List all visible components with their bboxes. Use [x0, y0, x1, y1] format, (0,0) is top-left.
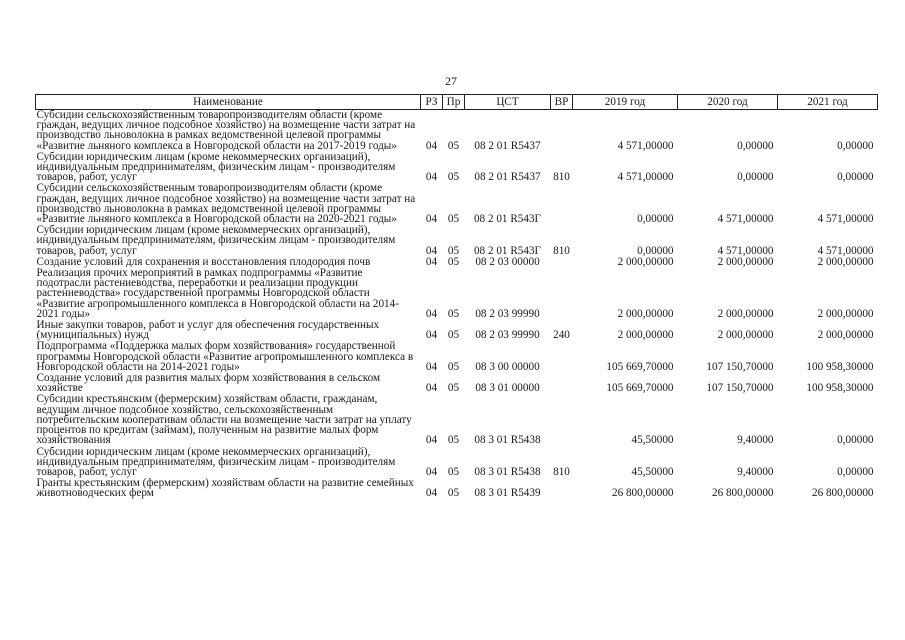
- row-pr: 05: [447, 139, 460, 152]
- row-pr: 05: [447, 487, 460, 500]
- row-value-2021: 0,00000: [837, 171, 874, 184]
- row-rz: 04: [425, 139, 438, 152]
- table-row: [36, 341, 878, 373]
- row-rz: 04: [425, 465, 438, 478]
- budget-table: [35, 94, 878, 500]
- row-value-2020: 107 150,70000: [706, 360, 774, 373]
- row-name: Создание условий для развития малых форм хозяйствования в сельском хозяйстве: [36, 372, 381, 395]
- row-vr: [551, 394, 573, 446]
- row-value-2019: 26 800,00000: [611, 487, 674, 500]
- row-rz: 04: [425, 171, 438, 184]
- row-value-2019: 105 669,70000: [606, 360, 674, 373]
- row-rz: 04: [425, 307, 438, 320]
- table-header-row: [36, 95, 878, 110]
- page-number: 27: [445, 74, 457, 88]
- row-vr: [551, 257, 573, 268]
- row-vr: 810: [553, 171, 570, 184]
- table-row: [36, 225, 878, 257]
- row-rz: 04: [425, 434, 438, 447]
- row-cst: 08 3 01 R5438: [474, 465, 541, 478]
- row-value-2021: 26 800,00000: [811, 487, 874, 500]
- row-value-2019: 0,00000: [637, 213, 674, 226]
- row-value-2019: 45,50000: [631, 434, 674, 447]
- row-rz: 04: [425, 213, 438, 226]
- row-value-2020: 0,00000: [737, 139, 774, 152]
- row-value-2021: 2 000,00000: [817, 307, 874, 320]
- row-cst: 08 3 01 R5439: [474, 487, 541, 500]
- row-rz: 04: [425, 329, 438, 342]
- header-2021: 2021 год: [778, 95, 878, 110]
- row-pr: 05: [447, 360, 460, 373]
- row-value-2021: 0,00000: [837, 434, 874, 447]
- table-row: [36, 152, 878, 184]
- header-pr: Пр: [443, 95, 465, 110]
- row-rz: 04: [425, 382, 438, 395]
- row-pr: 05: [447, 465, 460, 478]
- table-row: [36, 110, 878, 152]
- row-value-2020: 2 000,00000: [717, 329, 774, 342]
- row-value-2021: 0,00000: [837, 465, 874, 478]
- row-value-2020: 2 000,00000: [717, 255, 774, 268]
- row-name: Подпрограмма «Поддержка малых форм хозяйствования» государственной программы Новгородской области «Развитие агропромышленного комплекса в Новгородской области на 2014-2021 годы»: [36, 340, 414, 373]
- row-value-2020: 26 800,00000: [711, 487, 774, 500]
- table-row: [36, 394, 878, 446]
- row-value-2020: 4 571,00000: [717, 213, 774, 226]
- header-2019: 2019 год: [573, 95, 678, 110]
- row-value-2019: 2 000,00000: [617, 307, 674, 320]
- row-value-2019: 4 571,00000: [617, 171, 674, 184]
- header-cst: ЦСТ: [465, 95, 551, 110]
- row-value-2020: 9,40000: [737, 434, 774, 447]
- row-pr: 05: [447, 434, 460, 447]
- table-row: [36, 320, 878, 341]
- row-rz: 04: [425, 244, 438, 257]
- row-pr: 05: [447, 255, 460, 268]
- row-cst: 08 3 01 R5438: [474, 434, 541, 447]
- row-name: Субсидии юридическим лицам (кроме некоммерческих организаций), индивидуальным предпринимателям, физическим лицам - производителям товаров, работ, услуг: [36, 224, 396, 257]
- row-value-2019: 0,00000: [637, 244, 674, 257]
- row-pr: 05: [447, 307, 460, 320]
- row-value-2021: 0,00000: [837, 139, 874, 152]
- row-vr: [551, 341, 573, 373]
- row-pr: 05: [447, 382, 460, 395]
- row-rz: 04: [425, 487, 438, 500]
- row-value-2020: 4 571,00000: [717, 244, 774, 257]
- row-vr: 240: [553, 329, 570, 342]
- row-value-2020: 0,00000: [737, 171, 774, 184]
- row-cst: 08 2 03 99990: [475, 329, 540, 342]
- row-cst: 08 2 01 R5437: [474, 171, 541, 184]
- row-name: Субсидии юридическим лицам (кроме некоммерческих организаций), индивидуальным предпринимателям, физическим лицам - производителям товаров, работ, услуг: [36, 445, 396, 478]
- row-pr: 05: [447, 171, 460, 184]
- header-2020: 2020 год: [678, 95, 778, 110]
- row-value-2021: 2 000,00000: [817, 255, 874, 268]
- row-pr: 05: [447, 329, 460, 342]
- row-value-2021: 4 571,00000: [817, 213, 874, 226]
- row-name: Субсидии сельскохозяйственным товаропроизводителям области (кроме граждан, ведущих личное подсобное хозяйство) на возмещение части затрат на производство льноволокна в рамках ведомственной целевой программы «Развитие льняного комплекса в Новгородской области на 2017-2019 годы»: [36, 109, 416, 152]
- row-value-2019: 2 000,00000: [617, 329, 674, 342]
- row-cst: 08 2 03 99990: [475, 307, 540, 320]
- table-row: [36, 373, 878, 394]
- row-vr: 810: [553, 465, 570, 478]
- row-name: Гранты крестьянским (фермерским) хозяйствам области на развитие семейных животноводческих ферм: [36, 477, 414, 500]
- row-rz: 04: [425, 255, 438, 268]
- row-vr: [551, 268, 573, 320]
- row-vr: [551, 183, 573, 225]
- header-vr: ВР: [551, 95, 573, 110]
- row-value-2021: 4 571,00000: [817, 244, 874, 257]
- row-pr: 05: [447, 244, 460, 257]
- header-name: Наименование: [36, 95, 421, 110]
- row-cst: 08 3 00 00000: [475, 360, 540, 373]
- table-row: [36, 268, 878, 320]
- row-vr: [551, 110, 573, 152]
- row-value-2021: 2 000,00000: [817, 329, 874, 342]
- row-value-2019: 4 571,00000: [617, 139, 674, 152]
- row-pr: 05: [447, 213, 460, 226]
- row-value-2019: 2 000,00000: [617, 255, 674, 268]
- row-cst: 08 2 01 R5437: [474, 139, 541, 152]
- row-value-2020: 9,40000: [737, 465, 774, 478]
- row-name: Субсидии сельскохозяйственным товаропроизводителям области (кроме граждан, ведущих личное подсобное хозяйство) на возмещение части затрат на производство льноволокна в рамках ведомственной целевой программы «Развитие льняного комплекса в Новгородской области на 2020-2021 годы»: [36, 182, 416, 226]
- row-cst: 08 2 01 R543Г: [473, 244, 542, 257]
- row-name: Реализация прочих мероприятий в рамках подпрограммы «Развитие подотрасли растениеводства, переработки и реализации продукции растениеводства» государственной программы Новгородской области «Развитие агропромышленного комплекса в Новгородской области на 2014-2021 годы»: [36, 267, 399, 320]
- row-rz: 04: [425, 360, 438, 373]
- row-cst: 08 2 01 R543Г: [473, 213, 542, 226]
- row-value-2020: 107 150,70000: [706, 382, 774, 395]
- row-value-2021: 100 958,30000: [806, 382, 874, 395]
- row-vr: 810: [553, 244, 570, 257]
- table-row: [36, 447, 878, 479]
- row-value-2021: 100 958,30000: [806, 360, 874, 373]
- row-cst: 08 2 03 00000: [475, 255, 540, 268]
- row-name: Субсидии крестьянским (фермерским) хозяйствам области, гражданам, ведущим личное подсобное хозяйство, сельскохозяйственным потребительским кооперативам области на возмещение части затрат на уплату процентов по кредитам (займам), полученным на развитие малых форм хозяйствования: [36, 393, 412, 447]
- row-name: Субсидии юридическим лицам (кроме некоммерческих организаций), индивидуальным предпринимателям, физическим лицам - производителям товаров, работ, услуг: [36, 150, 396, 184]
- row-name: Иные закупки товаров, работ и услуг для обеспечения государственных (муниципальных) нужд: [36, 319, 380, 342]
- table-row: [36, 183, 878, 225]
- row-value-2019: 105 669,70000: [606, 382, 674, 395]
- row-value-2019: 45,50000: [631, 465, 674, 478]
- table-body: [36, 110, 878, 500]
- header-rz: РЗ: [421, 95, 443, 110]
- row-vr: [551, 373, 573, 394]
- table-row: [36, 478, 878, 499]
- row-name: Создание условий для сохранения и восстановления плодородия почв: [36, 255, 371, 268]
- row-value-2020: 2 000,00000: [717, 307, 774, 320]
- row-vr: [551, 478, 573, 499]
- row-cst: 08 3 01 00000: [475, 382, 540, 395]
